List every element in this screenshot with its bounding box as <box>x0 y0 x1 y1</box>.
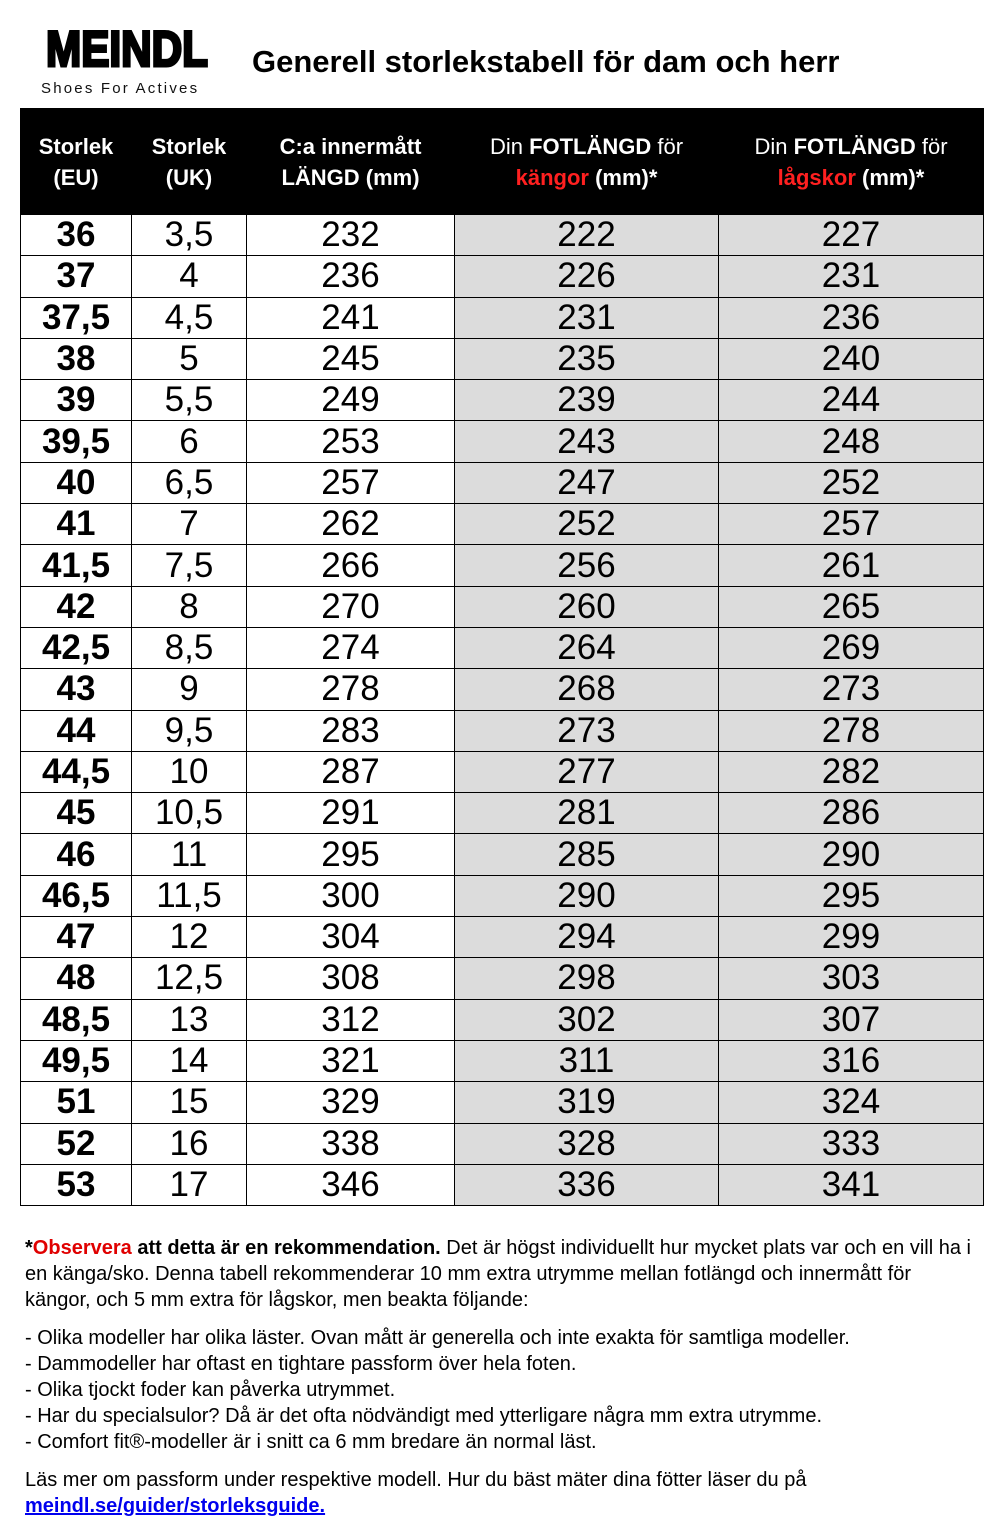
uk-size-cell: 14 <box>132 1040 247 1081</box>
low-shoe-foot-length-cell: 227 <box>719 215 984 256</box>
table-row <box>21 751 984 792</box>
inner-length-cell: 241 <box>247 297 455 338</box>
boot-foot-length-cell: 239 <box>455 380 719 421</box>
uk-size-cell: 8 <box>132 586 247 627</box>
boot-foot-length-cell: 277 <box>455 751 719 792</box>
eu-size-cell: 46 <box>21 834 132 875</box>
table-row <box>21 256 984 297</box>
low-shoe-foot-length-cell: 278 <box>719 710 984 751</box>
boot-foot-length-cell: 243 <box>455 421 719 462</box>
list-item: - Olika tjockt foder kan påverka utrymmet. <box>25 1379 396 1401</box>
inner-length-cell: 232 <box>247 215 455 256</box>
inner-length-cell: 245 <box>247 338 455 379</box>
eu-size-cell: 48,5 <box>21 999 132 1040</box>
table-header-row <box>21 109 984 215</box>
boot-foot-length-cell: 260 <box>455 586 719 627</box>
boot-foot-length-cell: 226 <box>455 256 719 297</box>
inner-length-cell: 304 <box>247 917 455 958</box>
table-row <box>21 1040 984 1081</box>
eu-size-cell: 43 <box>21 669 132 710</box>
list-item: - Har du specialsulor? Då är det ofta nödvändigt med ytterligare några mm extra utrymme. <box>25 1405 823 1427</box>
inner-length-cell: 300 <box>247 875 455 916</box>
uk-size-cell: 15 <box>132 1082 247 1123</box>
inner-length-cell: 287 <box>247 751 455 792</box>
uk-size-cell: 7,5 <box>132 545 247 586</box>
boot-foot-length-cell: 319 <box>455 1082 719 1123</box>
boot-foot-length-cell: 222 <box>455 215 719 256</box>
uk-size-cell: 9,5 <box>132 710 247 751</box>
table-row <box>21 421 984 462</box>
table-row <box>21 1164 984 1205</box>
low-shoe-foot-length-cell: 290 <box>719 834 984 875</box>
table-row <box>21 1082 984 1123</box>
low-shoe-foot-length-cell: 236 <box>719 297 984 338</box>
uk-size-cell: 6 <box>132 421 247 462</box>
inner-length-cell: 346 <box>247 1164 455 1205</box>
boot-foot-length-cell: 336 <box>455 1164 719 1205</box>
eu-size-cell: 40 <box>21 462 132 503</box>
header-eu-size: Storlek (EU) <box>21 109 132 215</box>
uk-size-cell: 10 <box>132 751 247 792</box>
uk-size-cell: 10,5 <box>132 793 247 834</box>
recommendation-note: *Observera att detta är en rekommendation. Det är högst individuellt hur mycket plats var och en vill ha i en känga/sko. Denna tabell rekommenderar 10 mm extra utrymme mellan fotlängd och innermått för kängor, och 5 mm extra för lågskor, men beakta följande: <box>25 1237 971 1311</box>
eu-size-cell: 38 <box>21 338 132 379</box>
low-shoe-foot-length-cell: 252 <box>719 462 984 503</box>
eu-size-cell: 49,5 <box>21 1040 132 1081</box>
uk-size-cell: 17 <box>132 1164 247 1205</box>
uk-size-cell: 9 <box>132 669 247 710</box>
uk-size-cell: 12 <box>132 917 247 958</box>
size-table <box>20 108 984 1206</box>
boot-foot-length-cell: 311 <box>455 1040 719 1081</box>
inner-length-cell: 270 <box>247 586 455 627</box>
header-uk-size: Storlek (UK) <box>132 109 247 215</box>
eu-size-cell: 42 <box>21 586 132 627</box>
table-row <box>21 917 984 958</box>
uk-size-cell: 5 <box>132 338 247 379</box>
low-shoe-foot-length-cell: 269 <box>719 627 984 668</box>
boot-foot-length-cell: 294 <box>455 917 719 958</box>
low-shoe-foot-length-cell: 257 <box>719 504 984 545</box>
inner-length-cell: 329 <box>247 1082 455 1123</box>
low-shoe-foot-length-cell: 231 <box>719 256 984 297</box>
boot-foot-length-cell: 256 <box>455 545 719 586</box>
low-shoe-foot-length-cell: 316 <box>719 1040 984 1081</box>
table-row <box>21 999 984 1040</box>
low-shoe-foot-length-cell: 240 <box>719 338 984 379</box>
table-row <box>21 586 984 627</box>
page-title: Generell storlekstabell för dam och herr <box>252 44 840 79</box>
list-item: - Comfort fit®-modeller är i snitt ca 6 mm bredare än normal läst. <box>25 1431 597 1453</box>
inner-length-cell: 321 <box>247 1040 455 1081</box>
uk-size-cell: 6,5 <box>132 462 247 503</box>
inner-length-cell: 312 <box>247 999 455 1040</box>
low-shoe-foot-length-cell: 248 <box>719 421 984 462</box>
eu-size-cell: 53 <box>21 1164 132 1205</box>
eu-size-cell: 44 <box>21 710 132 751</box>
table-row <box>21 462 984 503</box>
low-shoe-foot-length-cell: 282 <box>719 751 984 792</box>
more-info-text: Läs mer om passform under respektive modell. Hur du bäst mäter dina fötter läser du på <box>25 1469 807 1491</box>
uk-size-cell: 12,5 <box>132 958 247 999</box>
table-row <box>21 380 984 421</box>
inner-length-cell: 262 <box>247 504 455 545</box>
table-row <box>21 1123 984 1164</box>
uk-size-cell: 11,5 <box>132 875 247 916</box>
boot-foot-length-cell: 298 <box>455 958 719 999</box>
inner-length-cell: 266 <box>247 545 455 586</box>
low-shoe-foot-length-cell: 341 <box>719 1164 984 1205</box>
boot-foot-length-cell: 302 <box>455 999 719 1040</box>
inner-length-cell: 278 <box>247 669 455 710</box>
table-row <box>21 834 984 875</box>
eu-size-cell: 47 <box>21 917 132 958</box>
svg-text:MEINDL: MEINDL <box>46 21 208 77</box>
table-row <box>21 875 984 916</box>
table-row <box>21 627 984 668</box>
uk-size-cell: 5,5 <box>132 380 247 421</box>
header-foot-length-low-shoes: Din FOTLÄNGD för lågskor (mm)* <box>719 109 984 215</box>
eu-size-cell: 39,5 <box>21 421 132 462</box>
uk-size-cell: 3,5 <box>132 215 247 256</box>
inner-length-cell: 283 <box>247 710 455 751</box>
eu-size-cell: 48 <box>21 958 132 999</box>
eu-size-cell: 46,5 <box>21 875 132 916</box>
low-shoe-foot-length-cell: 295 <box>719 875 984 916</box>
boot-foot-length-cell: 235 <box>455 338 719 379</box>
table-row <box>21 958 984 999</box>
brand-tagline: Shoes For Actives <box>41 80 200 97</box>
low-shoe-foot-length-cell: 303 <box>719 958 984 999</box>
low-shoe-foot-length-cell: 273 <box>719 669 984 710</box>
table-row <box>21 297 984 338</box>
eu-size-cell: 37 <box>21 256 132 297</box>
uk-size-cell: 13 <box>132 999 247 1040</box>
boot-foot-length-cell: 273 <box>455 710 719 751</box>
boot-foot-length-cell: 328 <box>455 1123 719 1164</box>
size-guide-link[interactable]: meindl.se/guider/storleksguide. <box>25 1495 326 1517</box>
eu-size-cell: 45 <box>21 793 132 834</box>
uk-size-cell: 8,5 <box>132 627 247 668</box>
boot-foot-length-cell: 264 <box>455 627 719 668</box>
low-shoe-foot-length-cell: 261 <box>719 545 984 586</box>
boot-foot-length-cell: 268 <box>455 669 719 710</box>
low-shoe-foot-length-cell: 299 <box>719 917 984 958</box>
inner-length-cell: 257 <box>247 462 455 503</box>
uk-size-cell: 16 <box>132 1123 247 1164</box>
low-shoe-foot-length-cell: 333 <box>719 1123 984 1164</box>
inner-length-cell: 253 <box>247 421 455 462</box>
boot-foot-length-cell: 290 <box>455 875 719 916</box>
eu-size-cell: 41,5 <box>21 545 132 586</box>
boot-foot-length-cell: 281 <box>455 793 719 834</box>
list-item: - Dammodeller har oftast en tightare passform över hela foten. <box>25 1353 577 1375</box>
table-row <box>21 504 984 545</box>
table-row <box>21 793 984 834</box>
header-inner-length: C:a innermått LÄNGD (mm) <box>247 109 455 215</box>
boot-foot-length-cell: 252 <box>455 504 719 545</box>
low-shoe-foot-length-cell: 324 <box>719 1082 984 1123</box>
boot-foot-length-cell: 285 <box>455 834 719 875</box>
considerations-list <box>25 1325 975 1455</box>
uk-size-cell: 4 <box>132 256 247 297</box>
inner-length-cell: 249 <box>247 380 455 421</box>
size-guide-paragraph <box>25 1493 975 1519</box>
eu-size-cell: 41 <box>21 504 132 545</box>
table-row <box>21 710 984 751</box>
low-shoe-foot-length-cell: 244 <box>719 380 984 421</box>
size-table-body <box>21 215 984 1206</box>
inner-length-cell: 274 <box>247 627 455 668</box>
boot-foot-length-cell: 231 <box>455 297 719 338</box>
eu-size-cell: 42,5 <box>21 627 132 668</box>
logo-wordmark <box>30 18 230 80</box>
table-row <box>21 215 984 256</box>
low-shoe-foot-length-cell: 307 <box>719 999 984 1040</box>
low-shoe-foot-length-cell: 265 <box>719 586 984 627</box>
boot-foot-length-cell: 247 <box>455 462 719 503</box>
inner-length-cell: 291 <box>247 793 455 834</box>
eu-size-cell: 39 <box>21 380 132 421</box>
table-row <box>21 545 984 586</box>
eu-size-cell: 52 <box>21 1123 132 1164</box>
eu-size-cell: 51 <box>21 1082 132 1123</box>
table-row <box>21 669 984 710</box>
eu-size-cell: 36 <box>21 215 132 256</box>
uk-size-cell: 11 <box>132 834 247 875</box>
inner-length-cell: 338 <box>247 1123 455 1164</box>
header-foot-length-boots: Din FOTLÄNGD för kängor (mm)* <box>455 109 719 215</box>
eu-size-cell: 37,5 <box>21 297 132 338</box>
eu-size-cell: 44,5 <box>21 751 132 792</box>
notes-section <box>25 1235 975 1519</box>
inner-length-cell: 308 <box>247 958 455 999</box>
table-row <box>21 338 984 379</box>
inner-length-cell: 236 <box>247 256 455 297</box>
uk-size-cell: 7 <box>132 504 247 545</box>
inner-length-cell: 295 <box>247 834 455 875</box>
low-shoe-foot-length-cell: 286 <box>719 793 984 834</box>
uk-size-cell: 4,5 <box>132 297 247 338</box>
list-item: - Olika modeller har olika läster. Ovan mått är generella och inte exakta för samtliga modeller. <box>25 1327 850 1349</box>
